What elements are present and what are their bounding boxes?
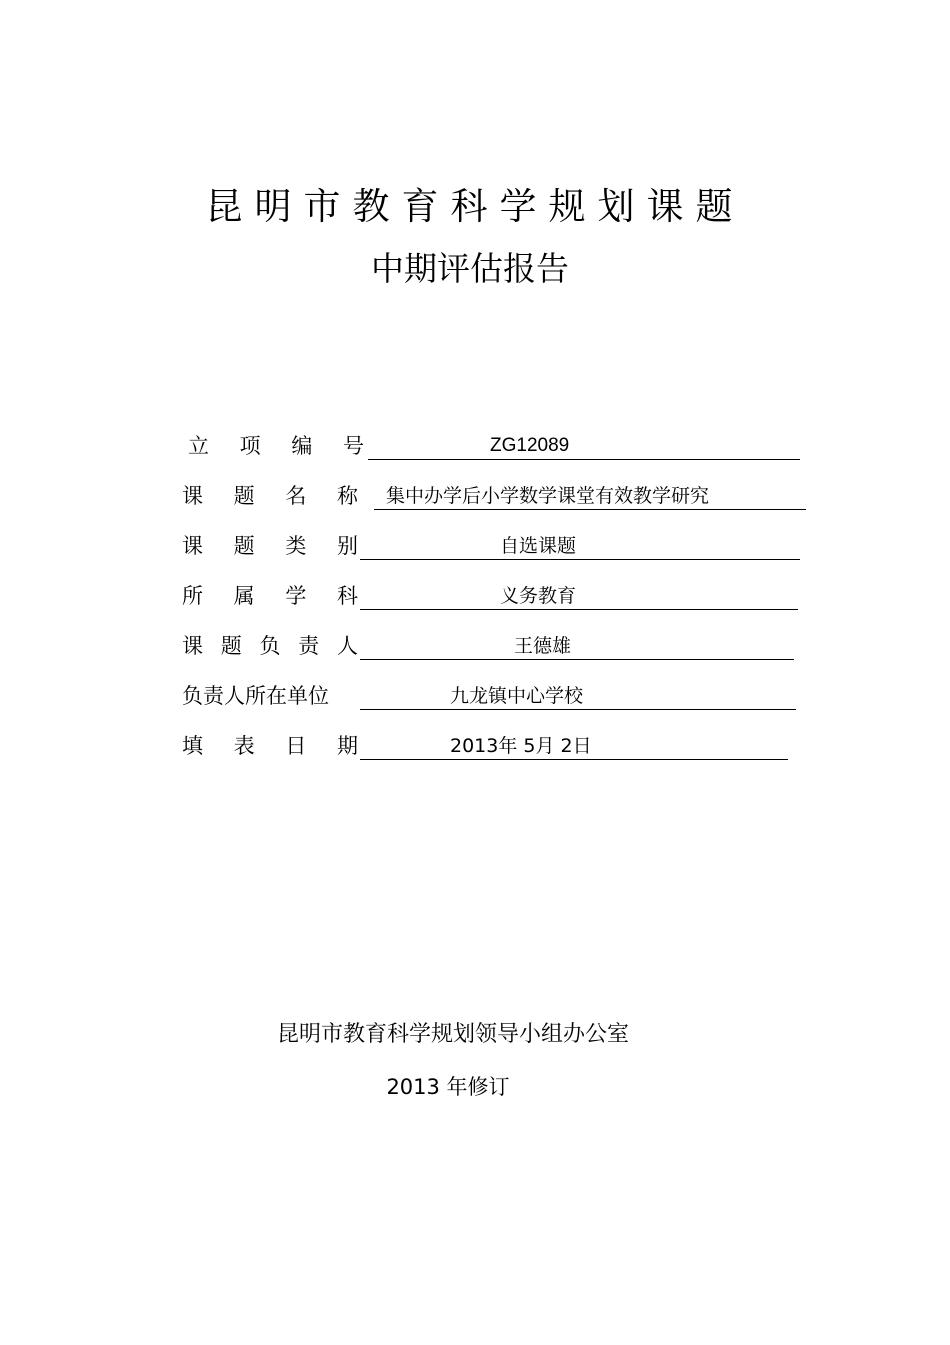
field-leader-unit	[182, 678, 796, 710]
project-category-value: 自选课题	[500, 535, 577, 557]
subject-value: 义务教育	[500, 585, 577, 607]
label-char: 题	[220, 634, 242, 658]
label-char: 题	[233, 534, 255, 558]
leader-unit-value: 九龙镇中心学校	[450, 685, 584, 707]
field-value-line	[368, 430, 800, 460]
field-subject	[182, 578, 798, 610]
field-label	[182, 632, 358, 660]
field-fill-date	[182, 728, 788, 760]
field-project-category	[182, 528, 800, 560]
field-value-line	[360, 730, 788, 760]
label-char: 课	[182, 484, 203, 508]
label-char: 课	[182, 634, 203, 658]
label-char: 日	[285, 734, 307, 758]
label-char: 表	[233, 734, 255, 758]
field-label	[182, 532, 358, 560]
label-char: 号	[342, 434, 364, 458]
field-value-line	[360, 680, 796, 710]
label-char: 责	[298, 634, 320, 658]
label-char: 别	[336, 534, 358, 558]
label-char: 称	[336, 484, 358, 508]
fill-date-value: 2013年 5月 2日	[450, 735, 592, 757]
label-char: 名	[285, 484, 307, 508]
project-number-value: ZG12089	[490, 435, 570, 456]
label-char: 课	[182, 534, 203, 558]
label-char: 立	[188, 434, 209, 458]
report-title: 昆明市教育科学规划课题	[205, 185, 745, 228]
label-char: 属	[233, 584, 255, 608]
label-char: 人	[337, 634, 358, 658]
report-subtitle: 中期评估报告	[371, 249, 569, 288]
field-value-line	[360, 630, 794, 660]
label-char: 所	[182, 584, 203, 608]
field-label	[182, 682, 358, 710]
field-label	[182, 732, 358, 760]
label-char: 期	[336, 734, 358, 758]
label-char: 编	[291, 434, 313, 458]
revision-year: 2013 年修订	[386, 1075, 510, 1099]
field-value-line	[374, 480, 806, 510]
issuing-office: 昆明市教育科学规划领导小组办公室	[276, 1022, 629, 1047]
label-char: 填	[182, 734, 203, 758]
field-value-line	[360, 530, 800, 560]
field-project-leader	[182, 628, 794, 660]
field-project-name	[182, 478, 806, 510]
project-name-value: 集中办学后小学数学课堂有效教学研究	[386, 485, 710, 507]
project-leader-value: 王德雄	[514, 635, 572, 657]
label-char: 类	[285, 534, 307, 558]
label-char: 学	[285, 584, 307, 608]
field-label	[182, 432, 364, 460]
field-label	[182, 482, 358, 510]
label-text: 负责人所在单位	[182, 684, 329, 708]
label-char: 负	[259, 634, 281, 658]
label-char: 科	[336, 584, 358, 608]
label-char: 项	[239, 434, 261, 458]
field-value-line	[360, 580, 798, 610]
field-project-number	[182, 428, 800, 460]
field-label	[182, 582, 358, 610]
label-char: 题	[233, 484, 255, 508]
